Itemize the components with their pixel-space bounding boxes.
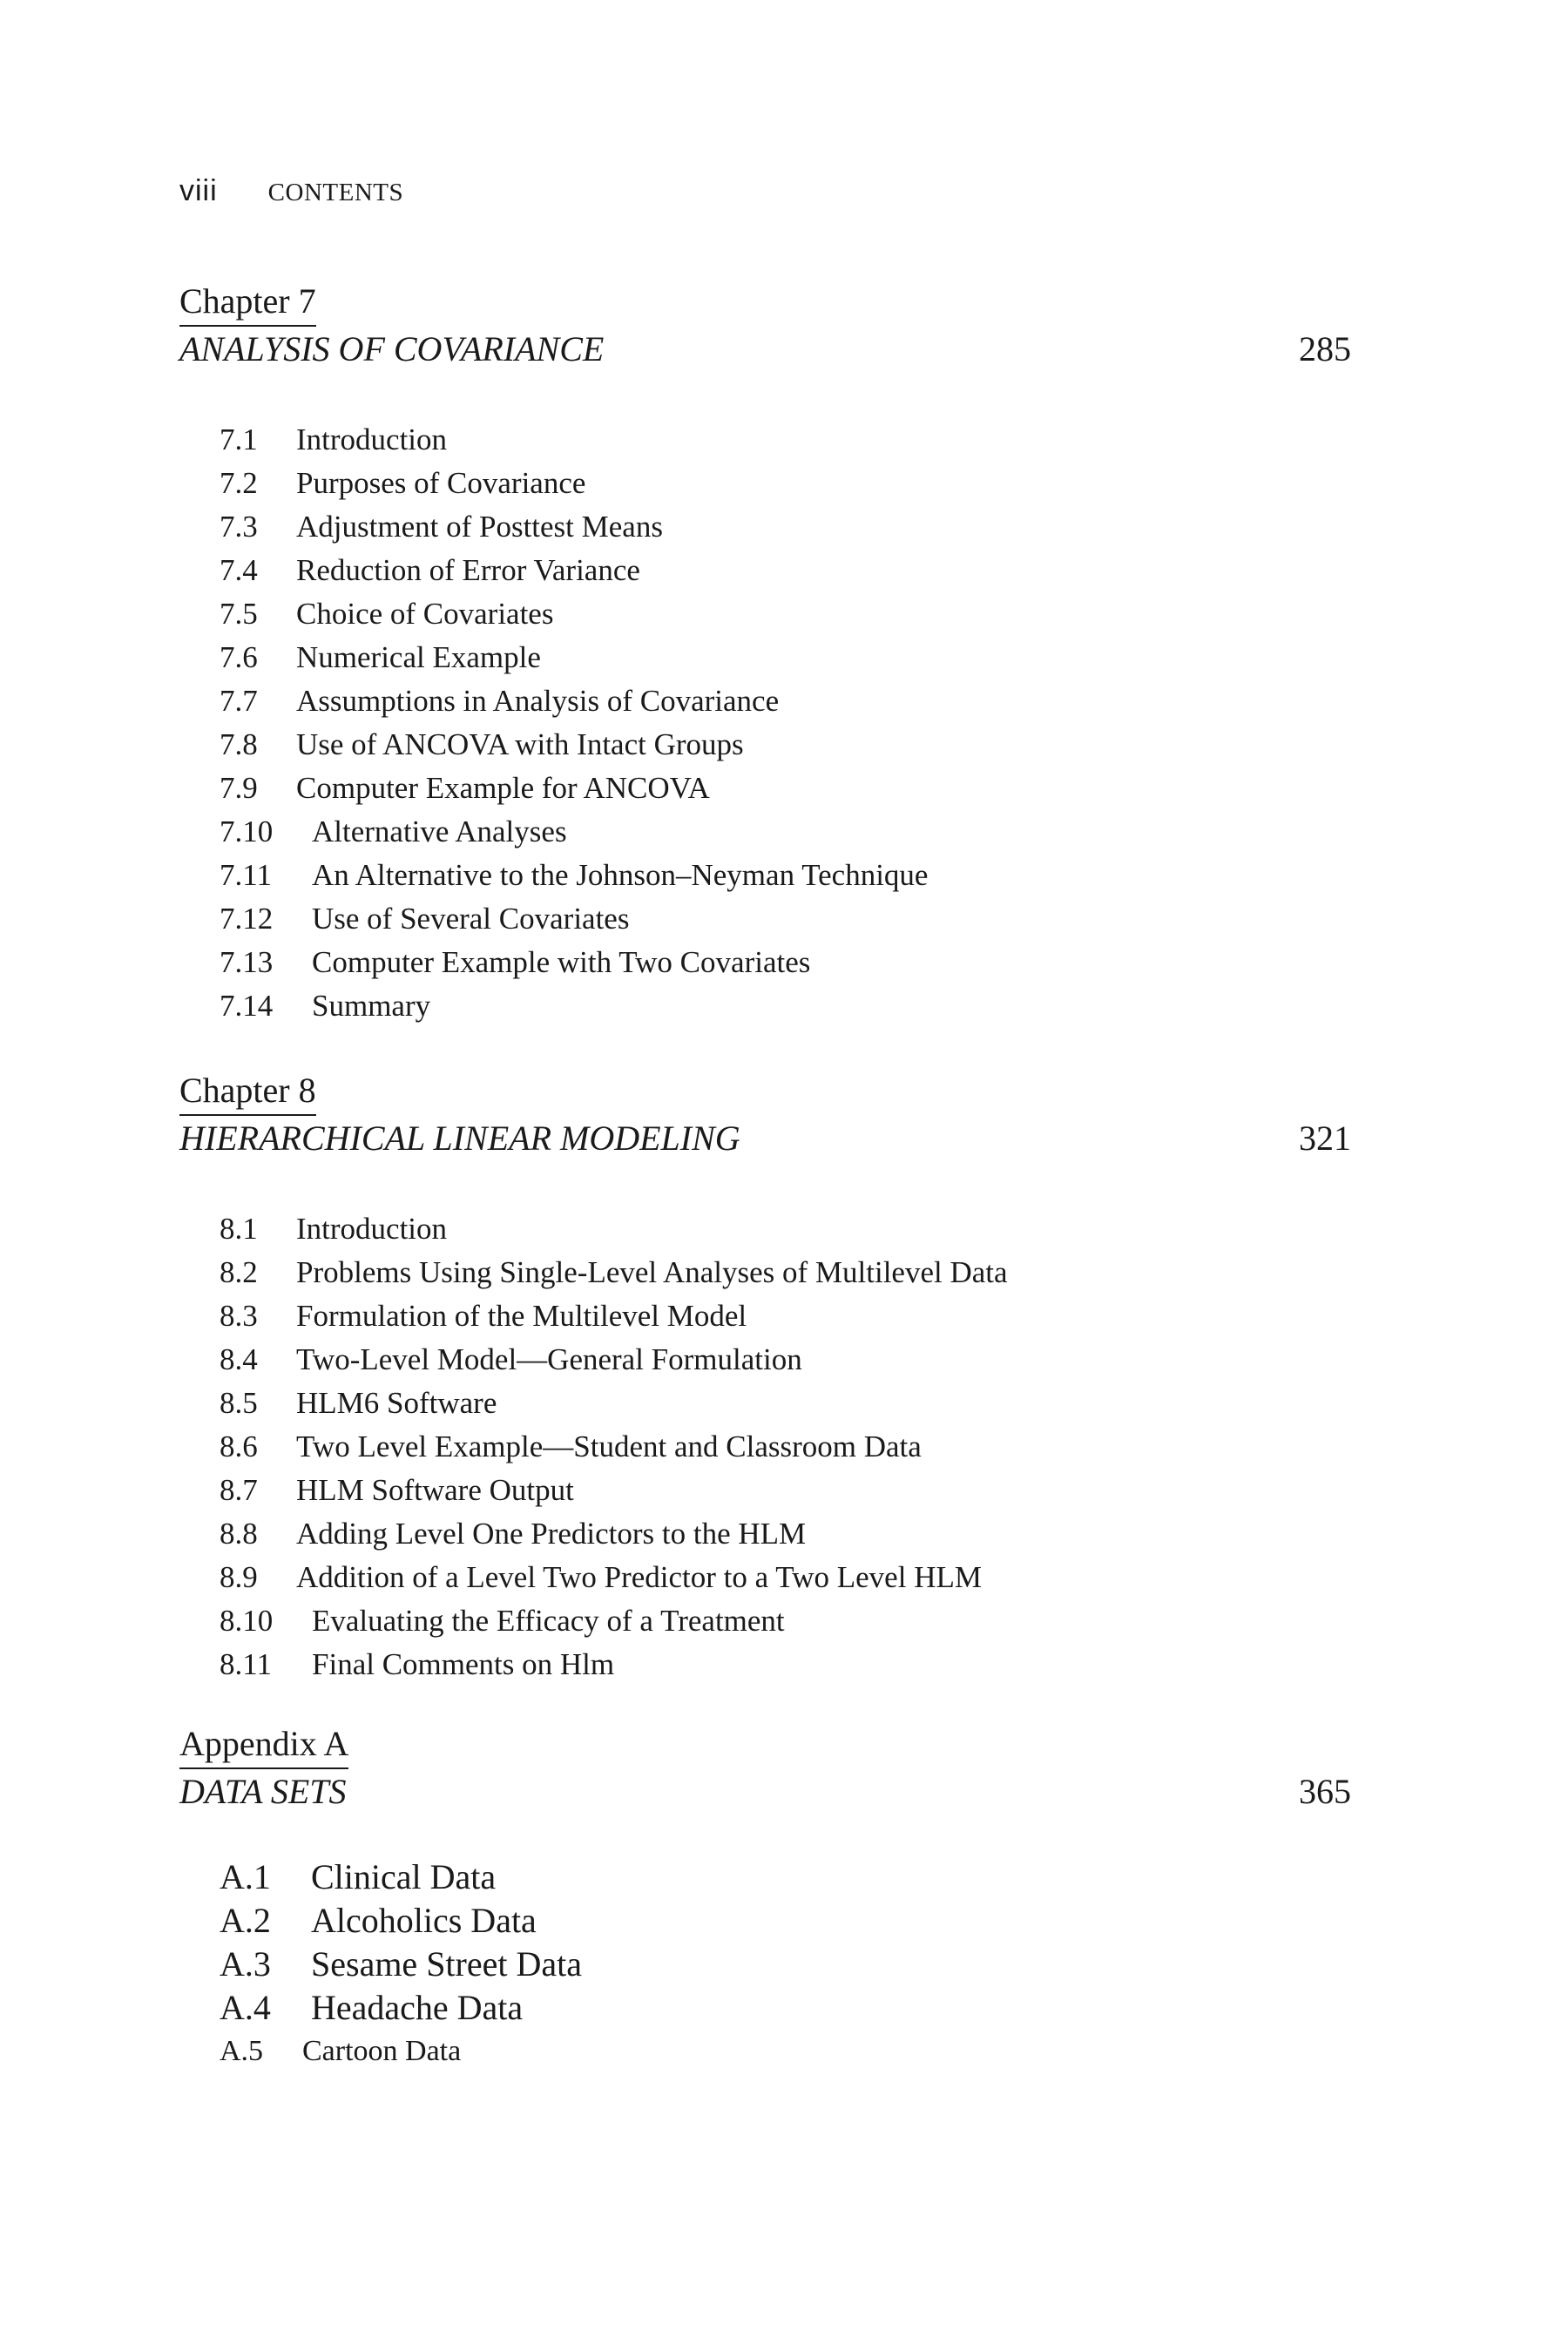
chapter-title-row [179,1114,1351,1163]
toc-entry[interactable] [220,2030,1265,2073]
toc-entry[interactable] [220,1599,1265,1643]
section-number: 8.1 [220,1212,258,1246]
chapter-title-row [179,325,1351,374]
section-title: Cartoon Data [302,2035,462,2067]
section-number: A.5 [220,2035,264,2067]
section-title: Alcoholics Data [311,1901,537,1940]
section-number: 8.2 [220,1255,258,1289]
section-title: Alternative Analyses [312,814,567,848]
section-title: HLM Software Output [296,1473,574,1507]
section-title: Purposes of Covariance [296,466,586,500]
toc-entry[interactable] [220,767,1265,810]
section-title: Addition of a Level Two Predictor to a Two Level HLM [296,1560,982,1594]
toc-entry[interactable] [220,1207,1265,1251]
chapter-title: DATA SETS [179,1772,347,1811]
toc-entry[interactable] [220,505,1265,549]
section-title: Computer Example with Two Covariates [312,945,811,979]
section-number: 7.6 [220,640,258,674]
appendix-a-sections [220,1855,1265,2073]
page-folio: viii [179,174,218,207]
chapter-8-heading [179,1068,1351,1163]
toc-entry[interactable] [220,984,1265,1028]
chapter-8-sections [220,1207,1265,1686]
section-number: A.2 [220,1901,271,1940]
chapter-title: ANALYSIS OF COVARIANCE [179,329,605,368]
section-number: 8.8 [220,1517,258,1551]
section-number: 8.3 [220,1299,258,1333]
section-title: Headache Data [311,1988,524,2027]
toc-entry[interactable] [220,1425,1265,1469]
section-title: Two-Level Model—General Formulation [296,1342,802,1376]
chapter-title: HIERARCHICAL LINEAR MODELING [179,1119,740,1158]
section-number: 7.4 [220,553,258,587]
section-number: A.3 [220,1944,271,1984]
section-number: 8.11 [220,1647,272,1681]
section-title: Final Comments on Hlm [312,1647,615,1681]
chapter-label[interactable]: Chapter 7 [179,279,316,327]
section-title: HLM6 Software [296,1386,497,1420]
section-title: Adjustment of Posttest Means [296,510,663,544]
section-number: 7.2 [220,466,258,500]
toc-entry[interactable] [220,1382,1265,1425]
section-number: A.1 [220,1857,271,1896]
chapter-7-sections [220,418,1265,1028]
toc-entry[interactable] [220,941,1265,984]
section-title: An Alternative to the Johnson–Neyman Technique [312,858,929,892]
section-title: Reduction of Error Variance [296,553,640,587]
toc-entry[interactable] [220,1556,1265,1599]
section-title: Introduction [296,1212,448,1246]
toc-entry[interactable] [220,1469,1265,1512]
toc-entry[interactable] [220,418,1265,462]
section-number: 7.9 [220,771,258,805]
section-title: Problems Using Single-Level Analyses of Multilevel Data [296,1255,1008,1289]
section-number: 8.10 [220,1604,274,1638]
toc-entry[interactable] [220,810,1265,854]
section-title: Assumptions in Analysis of Covariance [296,684,780,718]
chapter-page-number: 365 [1299,1772,1351,1811]
section-title: Formulation of the Multilevel Model [296,1299,747,1333]
section-title: Choice of Covariates [296,597,554,631]
section-number: A.4 [220,1988,271,2027]
section-number: 7.10 [220,814,274,848]
section-number: 7.5 [220,597,258,631]
section-number: 7.8 [220,727,258,761]
toc-entry[interactable] [220,549,1265,592]
section-number: 7.7 [220,684,258,718]
section-number: 8.6 [220,1429,258,1463]
section-number: 7.1 [220,422,258,456]
toc-entry[interactable] [220,592,1265,636]
appendix-a-heading [179,1721,1351,1816]
section-number: 7.12 [220,902,274,936]
toc-entry[interactable] [220,1294,1265,1338]
toc-entry[interactable] [220,636,1265,679]
section-title: Numerical Example [296,640,541,674]
section-title: Computer Example for ANCOVA [296,771,710,805]
section-number: 7.14 [220,989,274,1023]
chapter-7-heading [179,279,1351,374]
section-title: Summary [312,989,431,1023]
toc-entry[interactable] [220,1338,1265,1382]
chapter-label[interactable]: Appendix A [179,1721,348,1769]
section-number: 7.3 [220,510,258,544]
section-title: Two Level Example—Student and Classroom Data [296,1429,922,1463]
toc-entry[interactable] [220,854,1265,897]
section-number: 8.4 [220,1342,258,1376]
section-title: Clinical Data [311,1857,497,1896]
toc-entry[interactable] [220,1643,1265,1686]
section-title: Use of ANCOVA with Intact Groups [296,727,744,761]
toc-entry[interactable] [220,723,1265,767]
section-number: 7.13 [220,945,274,979]
section-number: 8.9 [220,1560,258,1594]
section-number: 8.7 [220,1473,258,1507]
toc-entry[interactable] [220,1251,1265,1294]
running-head-title: CONTENTS [267,179,404,206]
section-title: Evaluating the Efficacy of a Treatment [312,1604,785,1638]
section-title: Use of Several Covariates [312,902,630,936]
toc-entry[interactable] [220,1943,1265,1986]
chapter-page-number: 321 [1299,1119,1351,1158]
chapter-title-row [179,1767,1351,1816]
section-title: Sesame Street Data [311,1944,582,1984]
toc-entry[interactable] [220,679,1265,723]
toc-entry[interactable] [220,462,1265,505]
toc-entry[interactable] [220,1512,1265,1556]
chapter-label[interactable]: Chapter 8 [179,1068,316,1116]
section-number: 8.5 [220,1386,258,1420]
section-number: 7.11 [220,858,272,892]
section-title: Adding Level One Predictors to the HLM [296,1517,807,1551]
toc-entry[interactable] [220,1899,1265,1943]
toc-entry[interactable] [220,1986,1265,2030]
running-head [179,174,403,208]
toc-entry[interactable] [220,897,1265,941]
toc-entry[interactable] [220,1855,1265,1899]
section-title: Introduction [296,422,448,456]
chapter-page-number: 285 [1299,329,1351,368]
